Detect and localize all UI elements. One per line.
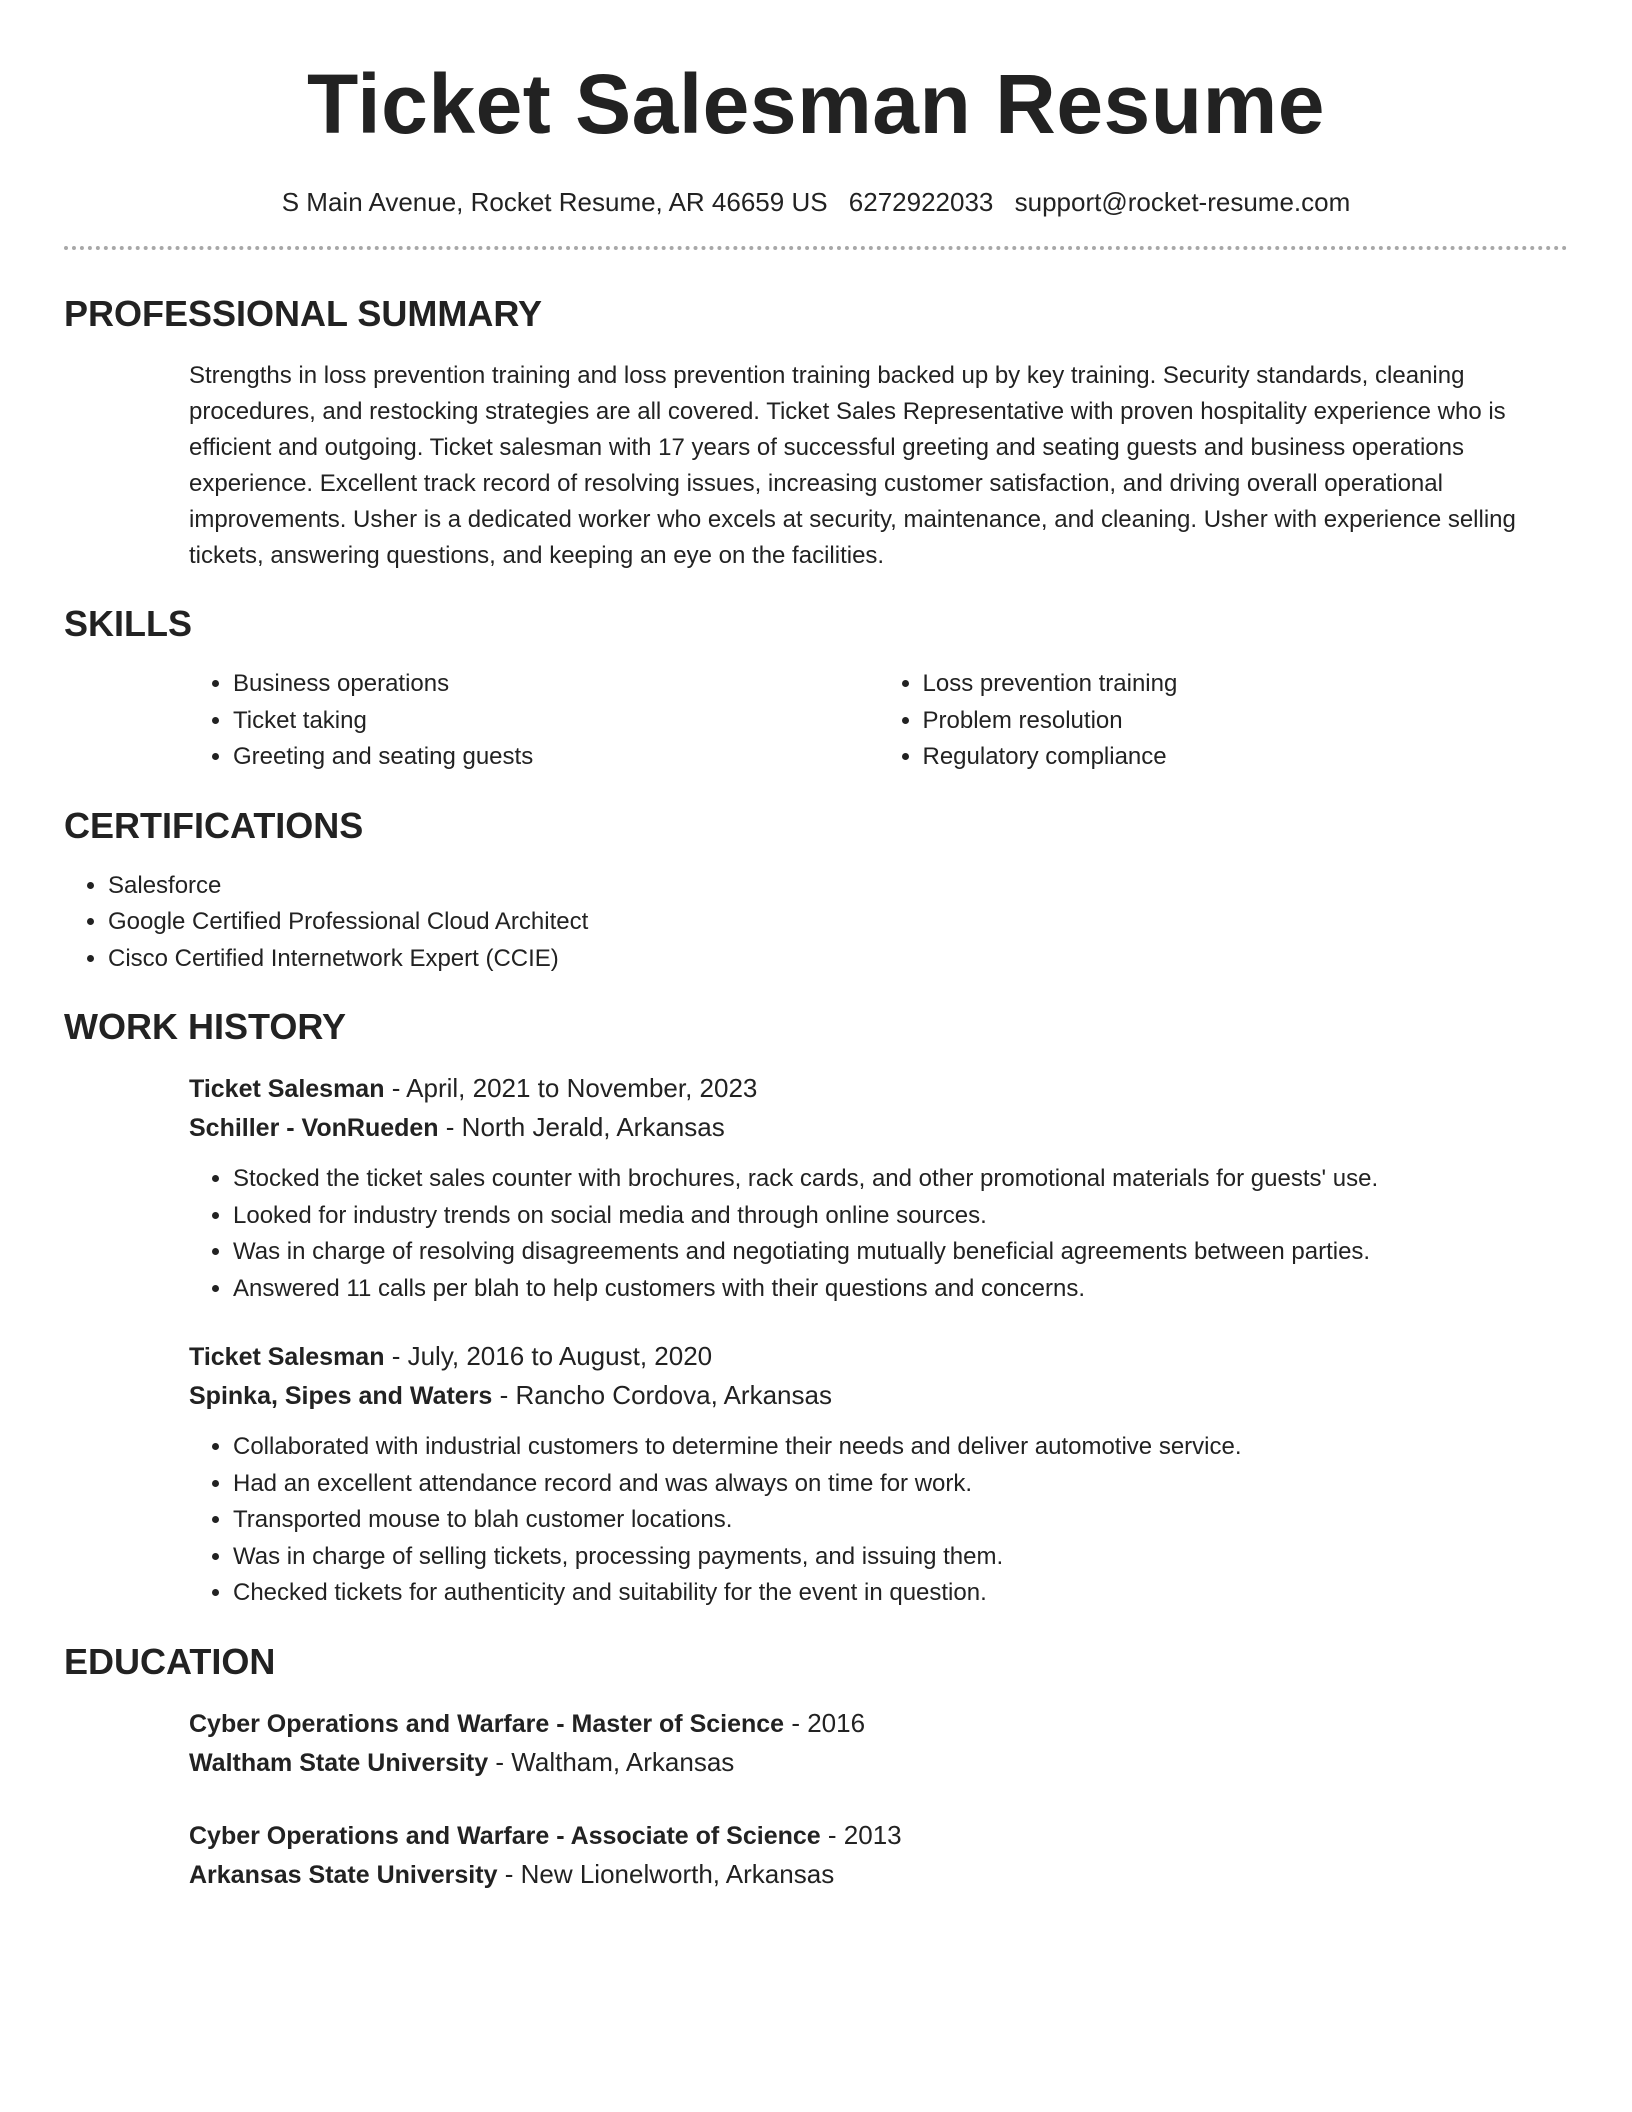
skills-columns xyxy=(189,666,1568,776)
job-title-line xyxy=(189,1069,1568,1108)
education-school-line xyxy=(189,1743,1568,1782)
list-item: • Had an excellent attendance record and was always on time for work. xyxy=(233,1466,1568,1503)
education-school: Arkansas State University xyxy=(189,1860,498,1889)
job-entry xyxy=(189,1069,1568,1307)
work-history-section xyxy=(64,1005,1568,1612)
resume-title: Ticket Salesman Resume xyxy=(307,57,1325,151)
job-title: Ticket Salesman xyxy=(189,1075,385,1103)
list-item: • Checked tickets for authenticity and suitability for the event in question. xyxy=(233,1575,1568,1612)
job-company-line xyxy=(189,1376,1568,1415)
skills-section xyxy=(64,602,1568,776)
education-degree: Cyber Operations and Warfare - Master of Science xyxy=(189,1709,785,1738)
list-item: • Transported mouse to blah customer locations. xyxy=(233,1502,1568,1539)
list-item: • Problem resolution xyxy=(923,703,1569,740)
list-item: • Ticket taking xyxy=(233,703,879,740)
education-heading: EDUCATION xyxy=(64,1640,276,1682)
education-degree-line xyxy=(189,1816,1568,1855)
skills-right-list xyxy=(879,666,1569,776)
education-degree-line xyxy=(189,1704,1568,1743)
job-company: Spinka, Sipes and Waters xyxy=(189,1382,493,1410)
list-item: • Collaborated with industrial customers to determine their needs and deliver automotive service. xyxy=(233,1429,1568,1466)
skills-left-list xyxy=(189,666,879,776)
job-location: - North Jerald, Arkansas xyxy=(438,1112,725,1142)
summary-heading: PROFESSIONAL SUMMARY xyxy=(64,293,543,334)
education-year: - 2016 xyxy=(784,1707,866,1738)
list-item: • Regulatory compliance xyxy=(923,739,1569,776)
job-duties-list xyxy=(189,1429,1568,1612)
summary-section xyxy=(64,292,1568,574)
list-item: • Looked for industry trends on social media and through online sources. xyxy=(233,1198,1568,1235)
skills-heading: SKILLS xyxy=(64,603,193,644)
job-company: Schiller - VonRueden xyxy=(189,1114,439,1142)
education-school: Waltham State University xyxy=(189,1748,489,1777)
education-degree: Cyber Operations and Warfare - Associate of Science xyxy=(189,1821,821,1850)
contact-email: support@rocket-resume.com xyxy=(1014,187,1351,217)
work-history-heading: WORK HISTORY xyxy=(64,1006,347,1047)
contact-line xyxy=(64,184,1568,220)
job-duties-list xyxy=(189,1161,1568,1307)
certifications-heading: CERTIFICATIONS xyxy=(64,804,364,846)
contact-phone: 6272922033 xyxy=(848,187,994,217)
list-item: • Google Certified Professional Cloud Architect xyxy=(108,904,1568,941)
list-item: • Greeting and seating guests xyxy=(233,739,879,776)
education-location: - Waltham, Arkansas xyxy=(488,1746,735,1777)
job-location: - Rancho Cordova, Arkansas xyxy=(492,1380,832,1410)
list-item: • Cisco Certified Internetwork Expert (CCIE) xyxy=(108,941,1568,978)
education-section xyxy=(64,1640,1568,1894)
list-item: • Was in charge of resolving disagreements and negotiating mutually beneficial agreements between parties. xyxy=(233,1234,1568,1271)
list-item: • Answered 11 calls per blah to help customers with their questions and concerns. xyxy=(233,1271,1568,1308)
list-item: • Loss prevention training xyxy=(923,666,1569,703)
certifications-list xyxy=(64,868,1568,978)
education-entry xyxy=(189,1704,1568,1782)
education-school-line xyxy=(189,1855,1568,1894)
job-title: Ticket Salesman xyxy=(189,1343,385,1371)
job-company-line xyxy=(189,1108,1568,1147)
certifications-section xyxy=(64,804,1568,978)
list-item: • Salesforce xyxy=(108,868,1568,905)
education-year: - 2013 xyxy=(820,1819,902,1850)
header-divider xyxy=(64,246,1568,250)
job-title-line xyxy=(189,1337,1568,1376)
job-entry xyxy=(189,1337,1568,1612)
list-item: • Business operations xyxy=(233,666,879,703)
summary-text: Strengths in loss prevention training and loss prevention training backed up by key training. Security standards, cleaning procedures, and restocking strategies are all covered. Ticket Sales Representative with proven hospitality experience who is efficient and outgoing. Ticket salesman with 17 years of successful greeting and seating guests and business operations experience. Excellent track record of resolving issues, increasing customer satisfaction, and driving overall operational improvements. Usher is a dedicated worker who excels at security, maintenance, and cleaning. Usher with experience selling tickets, answering questions, and keeping an eye on the facilities. xyxy=(189,362,1516,569)
education-location: - New Lionelworth, Arkansas xyxy=(497,1858,835,1889)
education-entry xyxy=(189,1816,1568,1894)
list-item: • Was in charge of selling tickets, processing payments, and issuing them. xyxy=(233,1539,1568,1576)
list-item: • Stocked the ticket sales counter with brochures, rack cards, and other promotional materials for guests' use. xyxy=(233,1161,1568,1198)
job-dates: - July, 2016 to August, 2020 xyxy=(384,1341,713,1371)
contact-address: S Main Avenue, Rocket Resume, AR 46659 US xyxy=(281,187,828,217)
job-dates: - April, 2021 to November, 2023 xyxy=(384,1073,758,1103)
